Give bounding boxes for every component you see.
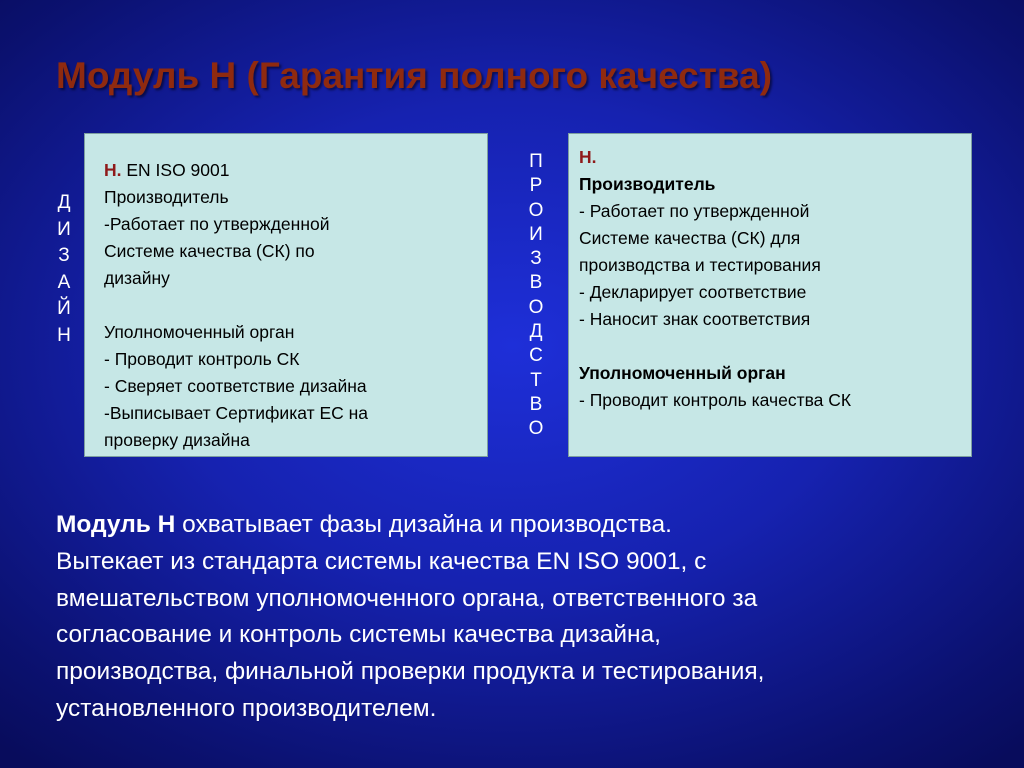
vertical-letter: Д xyxy=(529,321,543,343)
notified-body-line: - Проводит контроль СК xyxy=(104,349,300,369)
notified-body-heading: Уполномоченный орган xyxy=(579,363,786,383)
vertical-label-design xyxy=(52,190,76,349)
spacer xyxy=(579,333,961,360)
vertical-letter: Р xyxy=(529,175,543,197)
vertical-label-production xyxy=(524,150,548,442)
summary-line xyxy=(56,507,986,544)
vertical-letter: В xyxy=(529,272,543,294)
manufacturer-line: Системе качества (СК) для xyxy=(579,228,801,248)
vertical-letter: П xyxy=(529,151,543,172)
notified-body-line: проверку дизайна xyxy=(104,430,250,450)
manufacturer-heading: Производитель xyxy=(104,187,229,207)
vertical-letter: Й xyxy=(57,298,71,319)
design-module-box xyxy=(84,133,488,457)
manufacturer-line: -Работает по утвержденной xyxy=(104,214,330,234)
vertical-letter: О xyxy=(528,296,544,318)
notified-body-line: -Выписывает Сертификат ЕС на xyxy=(104,403,369,423)
box-header-line xyxy=(104,157,477,184)
manufacturer-line: - Декларирует соответствие xyxy=(579,282,807,302)
summary-bold-lead: Модуль Н xyxy=(56,511,176,538)
summary-first-line-text: охватывает фазы дизайна и производства. xyxy=(175,511,672,538)
slide-title: Модуль Н (Гарантия полного качества) xyxy=(56,55,773,96)
vertical-letter: Н xyxy=(57,324,71,346)
vertical-letter: А xyxy=(57,271,71,293)
module-code: Н. xyxy=(579,147,597,167)
vertical-letter: Т xyxy=(530,369,542,391)
standard-label: EN ISO 9001 xyxy=(121,160,230,180)
vertical-letter: О xyxy=(528,418,544,440)
spacer xyxy=(104,292,477,319)
vertical-letter: Д xyxy=(57,192,71,213)
manufacturer-line: производства и тестирования xyxy=(579,255,821,275)
notified-body-line: - Сверяет соответствие дизайна xyxy=(104,376,367,396)
vertical-letter: И xyxy=(529,223,543,245)
production-module-box xyxy=(568,133,972,457)
summary-line: Вытекает из стандарта системы качества EN ISO 9001, с xyxy=(56,547,707,575)
notified-body-line: - Проводит контроль качества СК xyxy=(579,390,852,410)
vertical-letter: И xyxy=(57,218,71,240)
manufacturer-line: - Наносит знак соответствия xyxy=(579,309,811,329)
manufacturer-line: Системе качества (СК) по xyxy=(104,241,315,261)
module-code: Н. xyxy=(104,160,122,180)
summary-paragraph xyxy=(56,507,986,728)
summary-line: производства, финальной проверки продукта и тестирования, xyxy=(56,658,765,686)
manufacturer-line: дизайну xyxy=(104,268,170,288)
summary-line: согласование и контроль системы качества дизайна, xyxy=(56,621,661,649)
vertical-letter: З xyxy=(530,248,542,270)
vertical-letter: З xyxy=(58,245,70,266)
manufacturer-heading: Производитель xyxy=(579,174,716,194)
vertical-letter: В xyxy=(529,393,543,415)
summary-line: установленного производителем. xyxy=(56,694,437,722)
vertical-letter: С xyxy=(529,345,543,367)
notified-body-heading: Уполномоченный орган xyxy=(104,322,295,342)
summary-line: вмешательством уполномоченного органа, ответственного за xyxy=(56,584,758,612)
manufacturer-line: - Работает по утвержденной xyxy=(579,201,810,221)
vertical-letter: О xyxy=(528,199,544,221)
